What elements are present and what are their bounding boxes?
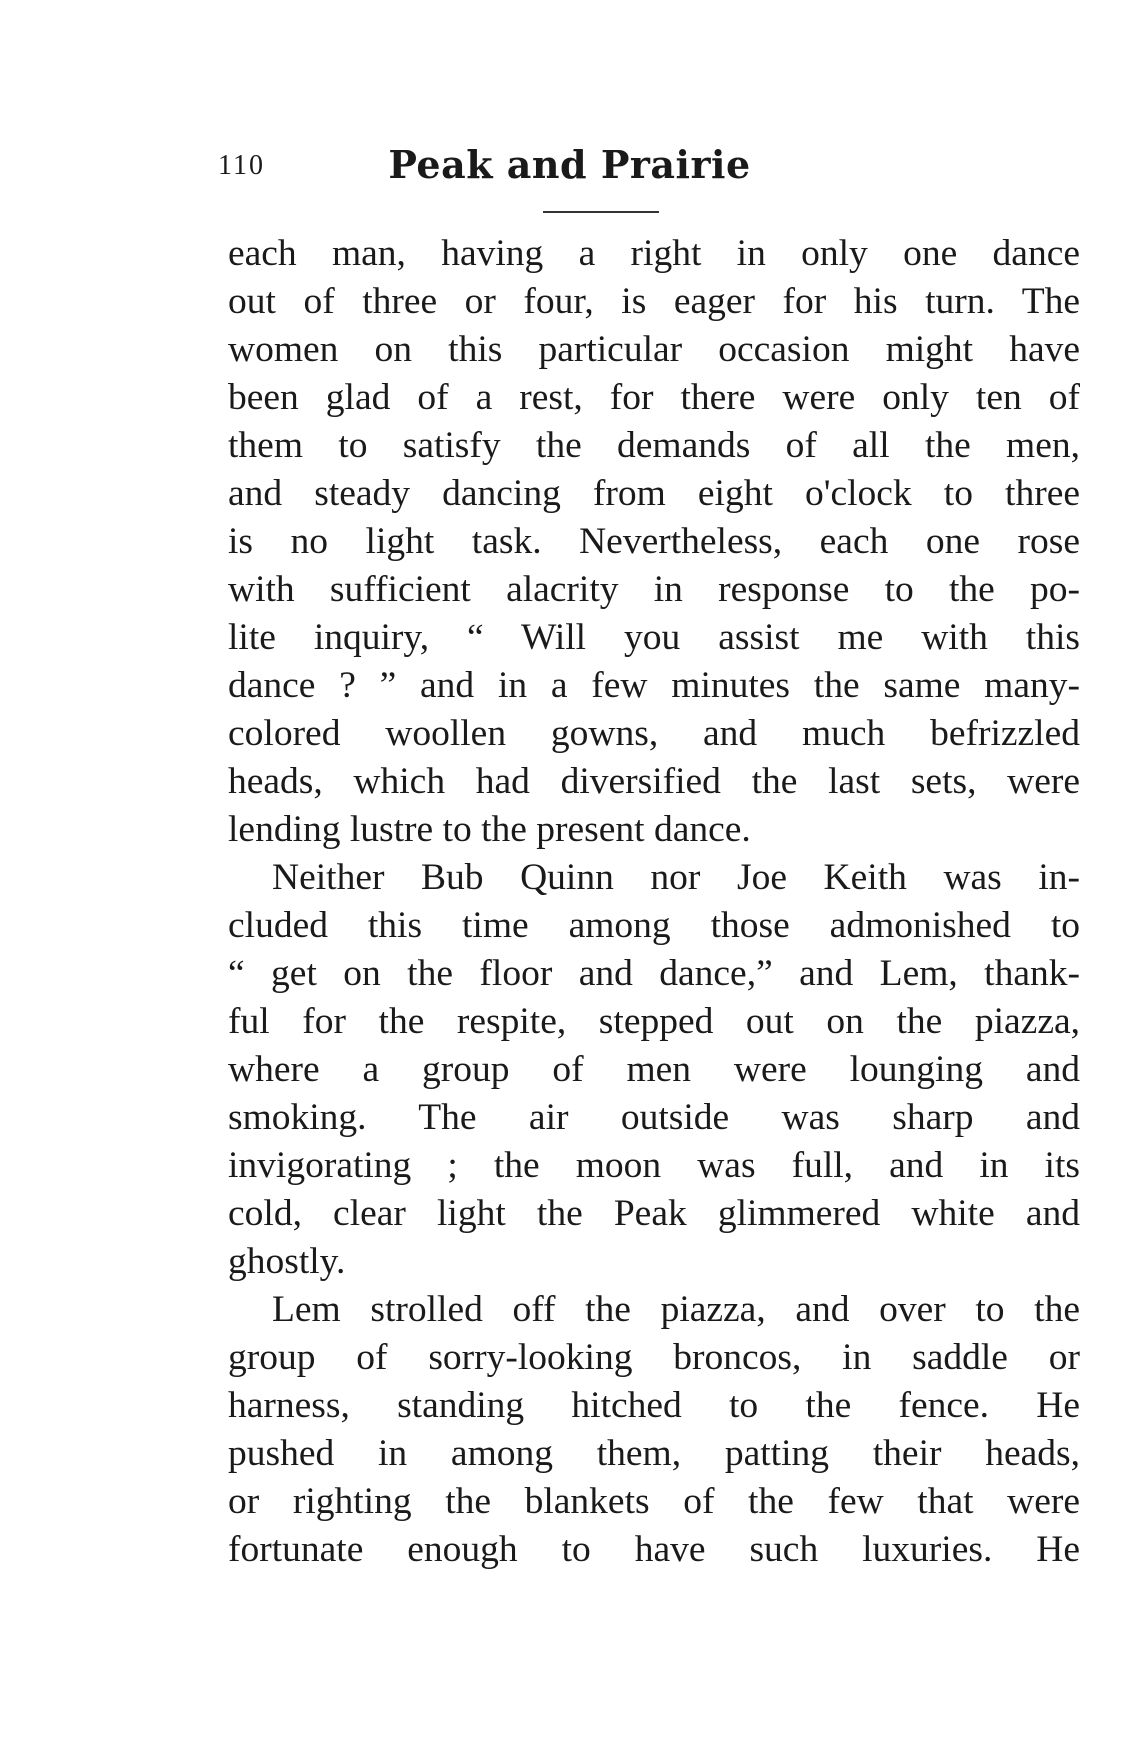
text-line: invigorating ; the moon was full, and in its <box>228 1145 1080 1186</box>
text-line: ghostly. <box>228 1241 346 1282</box>
text-line: lending lustre to the present dance. <box>228 809 751 850</box>
text-line: harness, standing hitched to the fence. He <box>228 1385 1080 1426</box>
text-line: women on this particular occasion might have <box>228 329 1080 370</box>
text-line: smoking. The air outside was sharp and <box>228 1097 1080 1138</box>
text-line: colored woollen gowns, and much befrizzled <box>228 713 1080 754</box>
text-line: or righting the blankets of the few that were <box>228 1481 1080 1522</box>
running-title: Peak and Prairie <box>388 142 751 187</box>
text-line: been glad of a rest, for there were only ten of <box>228 377 1080 418</box>
text-line: “ get on the floor and dance,” and Lem, thank- <box>228 953 1080 994</box>
text-line: is no light task. Nevertheless, each one rose <box>228 521 1080 562</box>
text-line: and steady dancing from eight o'clock to three <box>228 473 1080 514</box>
text-line: group of sorry-looking broncos, in saddle or <box>228 1337 1080 1378</box>
body-text <box>228 230 1080 1574</box>
text-line: them to satisfy the demands of all the men, <box>228 425 1080 466</box>
text-line: dance ? ” and in a few minutes the same many- <box>228 665 1080 706</box>
text-line: pushed in among them, patting their heads, <box>228 1433 1080 1474</box>
header-rule <box>543 211 659 213</box>
text-line: each man, having a right in only one dance <box>228 233 1080 274</box>
text-line: with sufficient alacrity in response to the po- <box>228 569 1080 610</box>
text-line: heads, which had diversified the last sets, were <box>228 761 1080 802</box>
page-number: 110 <box>218 150 265 181</box>
text-line: Lem strolled off the piazza, and over to the <box>272 1289 1080 1330</box>
text-line: cold, clear light the Peak glimmered white and <box>228 1193 1080 1234</box>
text-line: out of three or four, is eager for his turn. The <box>228 281 1080 322</box>
text-line: ful for the respite, stepped out on the piazza, <box>228 1001 1080 1042</box>
text-line: Neither Bub Quinn nor Joe Keith was in- <box>272 857 1080 898</box>
text-line: cluded this time among those admonished to <box>228 905 1080 946</box>
text-line: lite inquiry, “ Will you assist me with this <box>228 617 1080 658</box>
text-line: where a group of men were lounging and <box>228 1049 1080 1090</box>
text-line: fortunate enough to have such luxuries. He <box>228 1529 1080 1570</box>
